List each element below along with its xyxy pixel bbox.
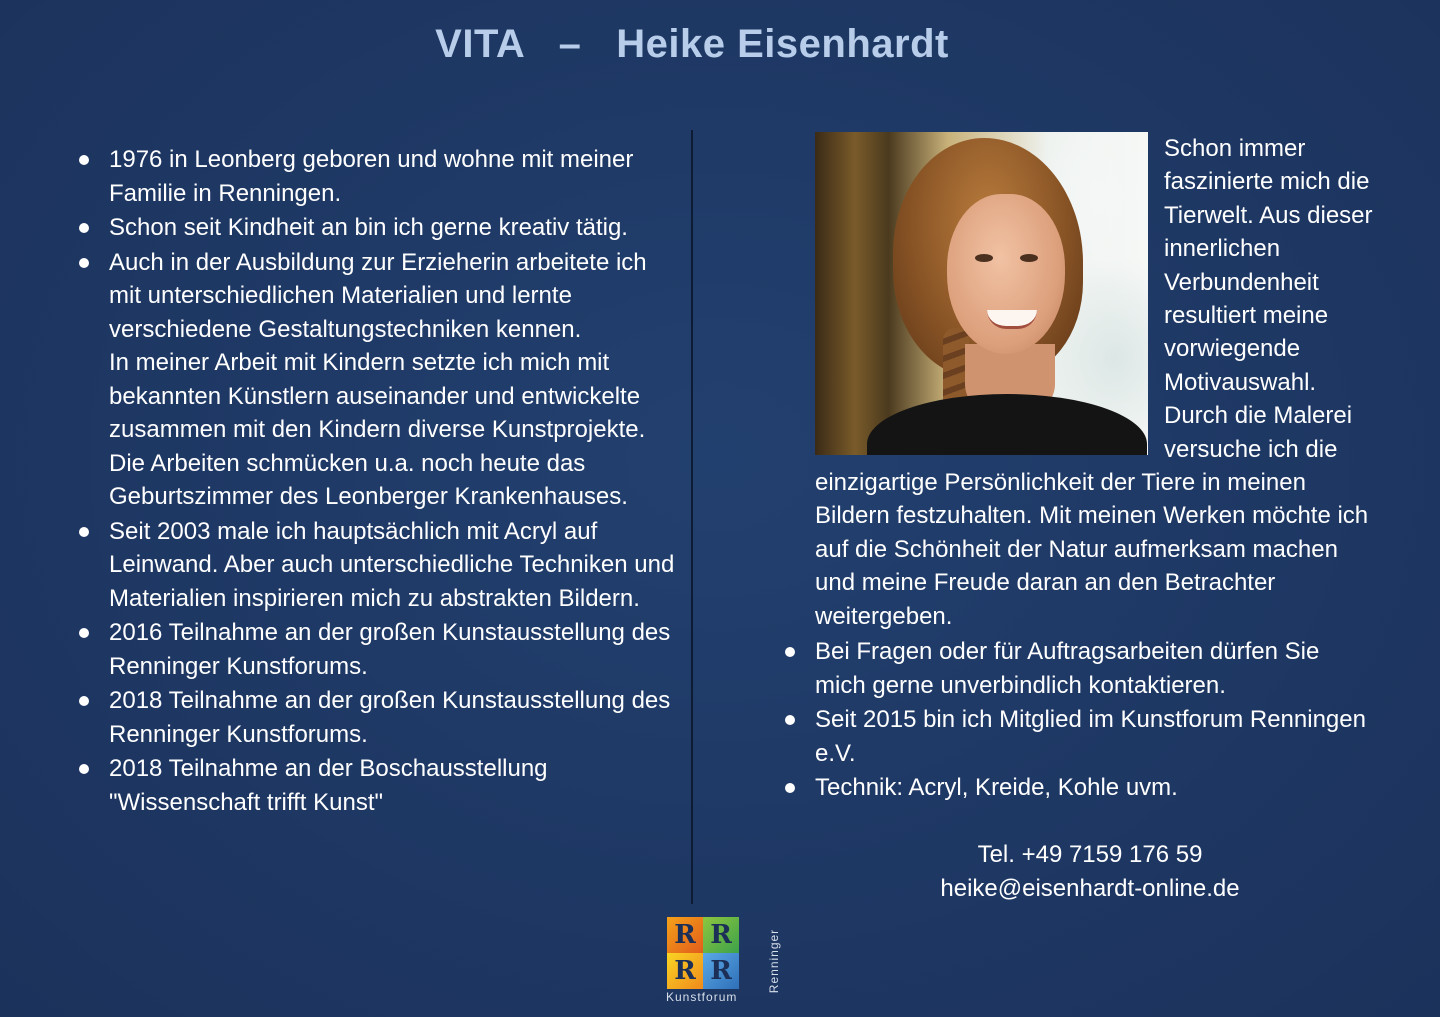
phone-number: Tel. +49 7159 176 59 <box>977 841 1203 868</box>
list-item-text: Seit 2015 bin ich Mitglied im Kunstforum Renningen e.V. <box>815 706 1366 767</box>
list-item-text: 2018 Teilnahme an der großen Kunstausstellung des Renninger Kunstforums. <box>109 687 671 748</box>
list-item <box>782 635 1375 702</box>
portrait-shirt <box>867 394 1147 455</box>
vita-list <box>76 143 676 819</box>
list-item <box>76 211 676 245</box>
list-item-text: Auch in der Ausbildung zur Erzieherin arbeitete ich mit unterschiedlichen Materialien und lernte verschiedene Gestaltungstechniken kennen. <box>109 248 647 343</box>
list-item <box>76 515 676 616</box>
list-item <box>782 703 1375 770</box>
list-item-text: Bei Fragen oder für Auftragsarbeiten dürfen Sie mich gerne unverbindlich kontaktieren. <box>815 638 1320 699</box>
portrait-eye <box>1020 254 1038 262</box>
list-item <box>76 616 676 683</box>
list-item <box>76 246 676 514</box>
logo-tile: R <box>667 917 703 953</box>
list-item <box>76 143 676 210</box>
logo-tiles <box>667 917 739 989</box>
artist-statement: Schon immer faszinierte mich die Tierwelt. Aus dieser innerlichen Verbundenheit resultiert meine vorwiegende Motivauswahl. Durch die Malerei versuche ich die einzigartige Persönlichkeit der Tiere in meinen Bildern festzuhalten. Mit meinen Werken möchte ich auf die Schönheit der Natur aufmerksam machen und meine Freude daran an den Betrachter weitergeben. <box>815 135 1373 630</box>
portrait-face <box>947 194 1065 354</box>
list-item-text: 1976 in Leonberg geboren und wohne mit meiner Familie in Renningen. <box>109 146 634 207</box>
list-item-text: Seit 2003 male ich hauptsächlich mit Acryl auf Leinwand. Aber auch unterschiedliche Techniken und Materialien inspirieren mich zu abstrakten Bildern. <box>109 517 675 612</box>
list-item-text: Schon seit Kindheit an bin ich gerne kreativ tätig. <box>109 214 628 241</box>
info-list <box>782 635 1375 805</box>
logo-word-renninger: Renninger <box>767 928 781 994</box>
list-item <box>76 752 676 819</box>
logo-word-kunstforum: Kunstforum <box>666 990 738 1004</box>
list-item-text: Technik: Acryl, Kreide, Kohle uvm. <box>815 774 1178 802</box>
list-item-text: 2018 Teilnahme an der Boschausstellung "Wissenschaft trifft Kunst" <box>109 755 548 816</box>
left-column <box>76 143 676 820</box>
list-item-extra-text: In meiner Arbeit mit Kindern setzte ich mich mit bekannten Künstlern auseinander und entwickelte zusammen mit den Kindern diverse Kunstprojekte. Die Arbeiten schmücken u.a. noch heute das Geburtszimmer des Leonberger Krankenhauses. <box>109 349 646 510</box>
list-item <box>76 684 676 751</box>
column-divider <box>691 130 693 904</box>
list-item <box>782 771 1375 805</box>
logo-tile: R <box>703 917 739 953</box>
logo-tile: R <box>667 953 703 989</box>
right-column <box>815 132 1375 902</box>
email-address[interactable]: heike@eisenhardt-online.de <box>940 874 1240 902</box>
contact-block <box>815 838 1365 905</box>
portrait-photo <box>815 132 1148 455</box>
list-item-text: 2016 Teilnahme an der großen Kunstausstellung des Renninger Kunstforums. <box>109 619 671 680</box>
logo-tile: R <box>703 953 739 989</box>
portrait-eye <box>975 254 993 262</box>
page-title: VITA – Heike Eisenhardt <box>435 22 949 66</box>
kunstforum-logo <box>664 914 781 1006</box>
